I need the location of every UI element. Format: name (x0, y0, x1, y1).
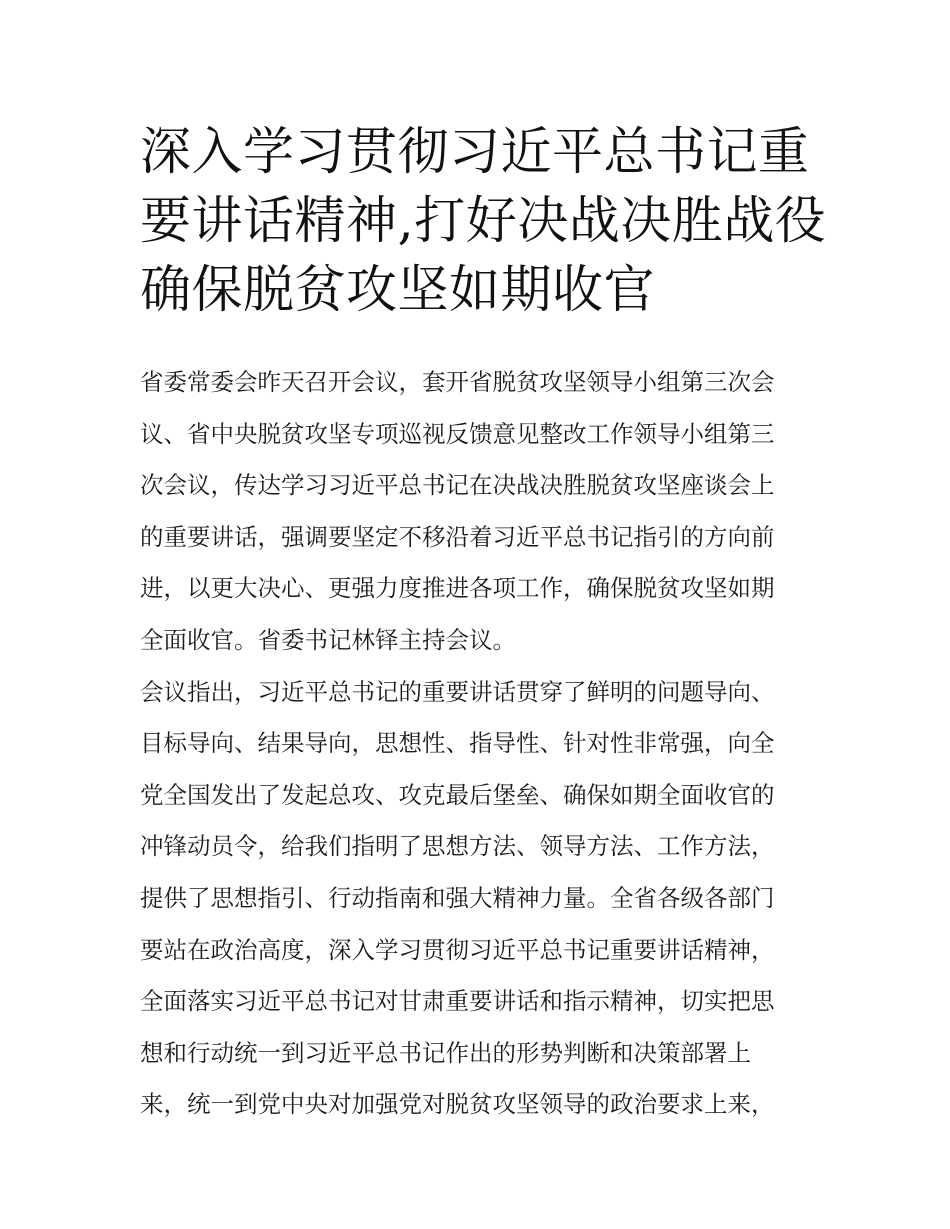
title-line: 要讲话精神,打好决战决胜战役 (140, 192, 827, 251)
title-line: 确保脱贫攻坚如期收官 (140, 261, 656, 320)
text-line: 进，以更大决心、更强力度推进各项工作，确保脱贫攻坚如期 (140, 574, 775, 603)
text-line: 冲锋动员令，给我们指明了思想方法、领导方法、工作方法， (140, 832, 775, 861)
paragraph-2 (140, 667, 830, 1131)
text-line: 的重要讲话，强调要坚定不移沿着习近平总书记指引的方向前 (140, 522, 775, 551)
paragraph-1 (140, 357, 830, 667)
text-line: 想和行动统一到习近平总书记作出的形势判断和决策部署上 (140, 1038, 751, 1067)
text-line: 会议指出，习近平总书记的重要讲话贯穿了鲜明的问题导向、 (140, 677, 775, 706)
text-line: 目标导向、结果导向，思想性、指导性、针对性非常强，向全 (140, 729, 775, 758)
text-line: 次会议，传达学习习近平总书记在决战决胜脱贫攻坚座谈会上 (140, 471, 775, 500)
text-line: 全面收官。省委书记林铎主持会议。 (140, 625, 516, 654)
text-line: 提供了思想指引、行动指南和强大精神力量。全省各级各部门 (140, 883, 775, 912)
text-line: 要站在政治高度，深入学习贯彻习近平总书记重要讲话精神， (140, 935, 775, 964)
title-line: 深入学习贯彻习近平总书记重 (140, 123, 810, 182)
document-body (140, 357, 830, 1131)
text-line: 议、省中央脱贫攻坚专项巡视反馈意见整改工作领导小组第三 (140, 419, 775, 448)
document-title (140, 118, 827, 325)
text-line: 省委常委会昨天召开会议，套开省脱贫攻坚领导小组第三次会 (140, 368, 775, 396)
text-line: 党全国发出了发起总攻、攻克最后堡垒、确保如期全面收官的 (140, 780, 775, 809)
text-line: 全面落实习近平总书记对甘肃重要讲话和指示精神，切实把思 (140, 987, 775, 1016)
text-line: 来，统一到党中央对加强党对脱贫攻坚领导的政治要求上来， (140, 1090, 775, 1119)
